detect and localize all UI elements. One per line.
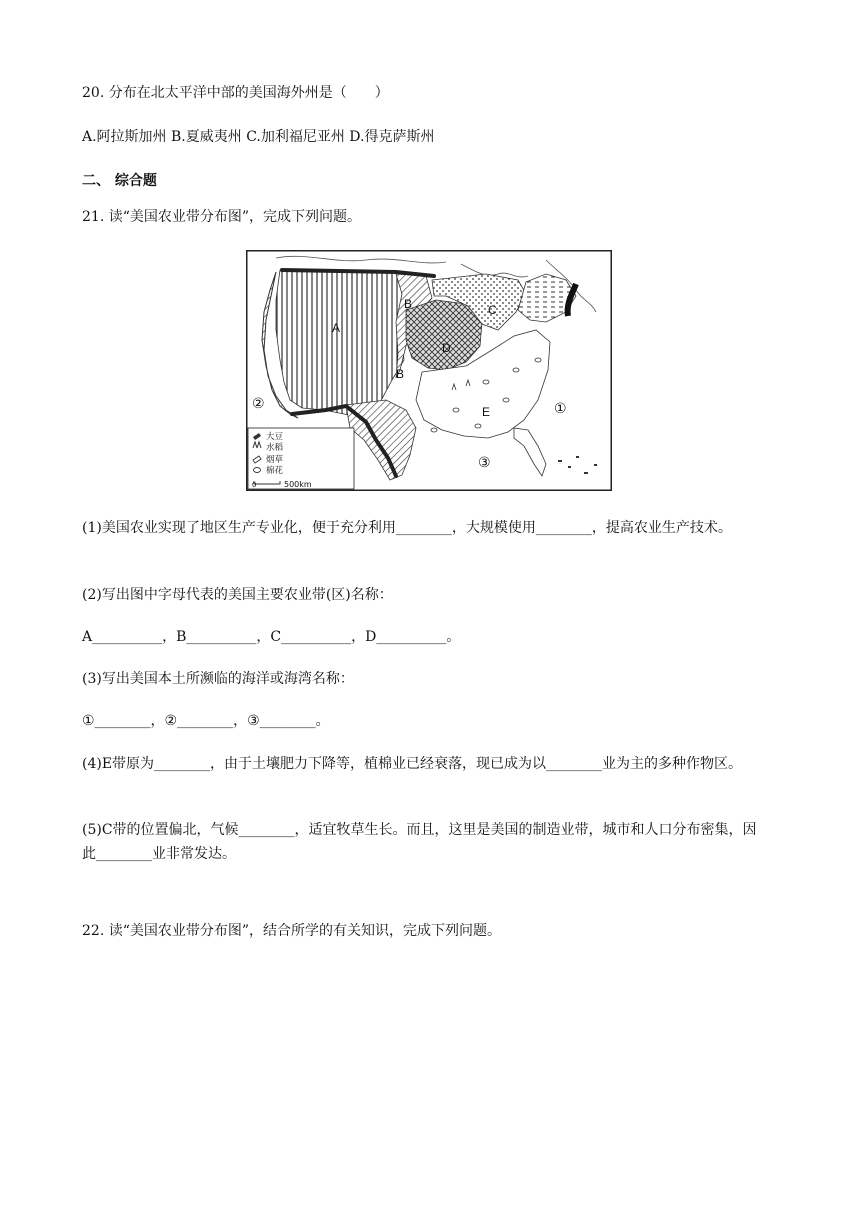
legend-cotton: 棉花 bbox=[266, 466, 284, 476]
map-label-b1: B bbox=[404, 297, 413, 311]
q21-part2: (2)写出图中字母代表的美国主要农业带(区)名称： bbox=[82, 587, 393, 603]
section-title: 二、 综合题 bbox=[82, 173, 157, 189]
map-label-d: D bbox=[442, 341, 451, 355]
q21-stem: 21. 读“美国农业带分布图”，完成下列问题。 bbox=[82, 209, 362, 225]
scale-label: 500km bbox=[284, 480, 312, 489]
q21-part3: (3)写出美国本土所濒临的海洋或海湾名称： bbox=[82, 671, 354, 687]
legend-tobacco: 烟草 bbox=[266, 455, 284, 465]
q20-options: A.阿拉斯加州 B.夏威夷州 C.加利福尼亚州 D.得克萨斯州 bbox=[82, 129, 435, 145]
q21-part1: (1)美国农业实现了地区生产专业化，便于充分利用________，大规模使用________，提高农业生产技术。 bbox=[82, 520, 732, 536]
legend-rice: 水稻 bbox=[266, 443, 284, 453]
ocean-label-2: ② bbox=[252, 396, 265, 412]
map-label-e: E bbox=[482, 405, 491, 419]
legend-soybean: 大豆 bbox=[266, 432, 284, 442]
q20-stem: 20. 分布在北太平洋中部的美国海外州是（ ） bbox=[82, 85, 389, 101]
q21-part3-blanks: ①________，②________，③________。 bbox=[82, 713, 330, 729]
legend bbox=[248, 428, 354, 489]
ocean-label-1: ① bbox=[554, 401, 567, 417]
q21-part2-blanks: A__________，B__________，C__________，D__________。 bbox=[82, 629, 461, 645]
map-label-a: A bbox=[332, 321, 341, 335]
map-label-b2: B bbox=[396, 367, 405, 381]
map-label-c: C bbox=[488, 303, 497, 317]
ocean-label-3: ③ bbox=[478, 455, 491, 471]
q21-part4: (4)E带原为________，由于土壤肥力下降等，植棉业已经衰落，现已成为以________业为主的多种作物区。 bbox=[82, 756, 743, 772]
q21-part5: (5)C带的位置偏北，气候________，适宜牧草生长。而且，这里是美国的制造业带，城市和人口分布密集，因此________业非常发达。 bbox=[82, 822, 757, 862]
q22-stem: 22. 读“美国农业带分布图”，结合所学的有关知识，完成下列问题。 bbox=[82, 923, 502, 939]
svg-text:0: 0 bbox=[252, 481, 257, 489]
us-agriculture-map bbox=[246, 250, 612, 491]
